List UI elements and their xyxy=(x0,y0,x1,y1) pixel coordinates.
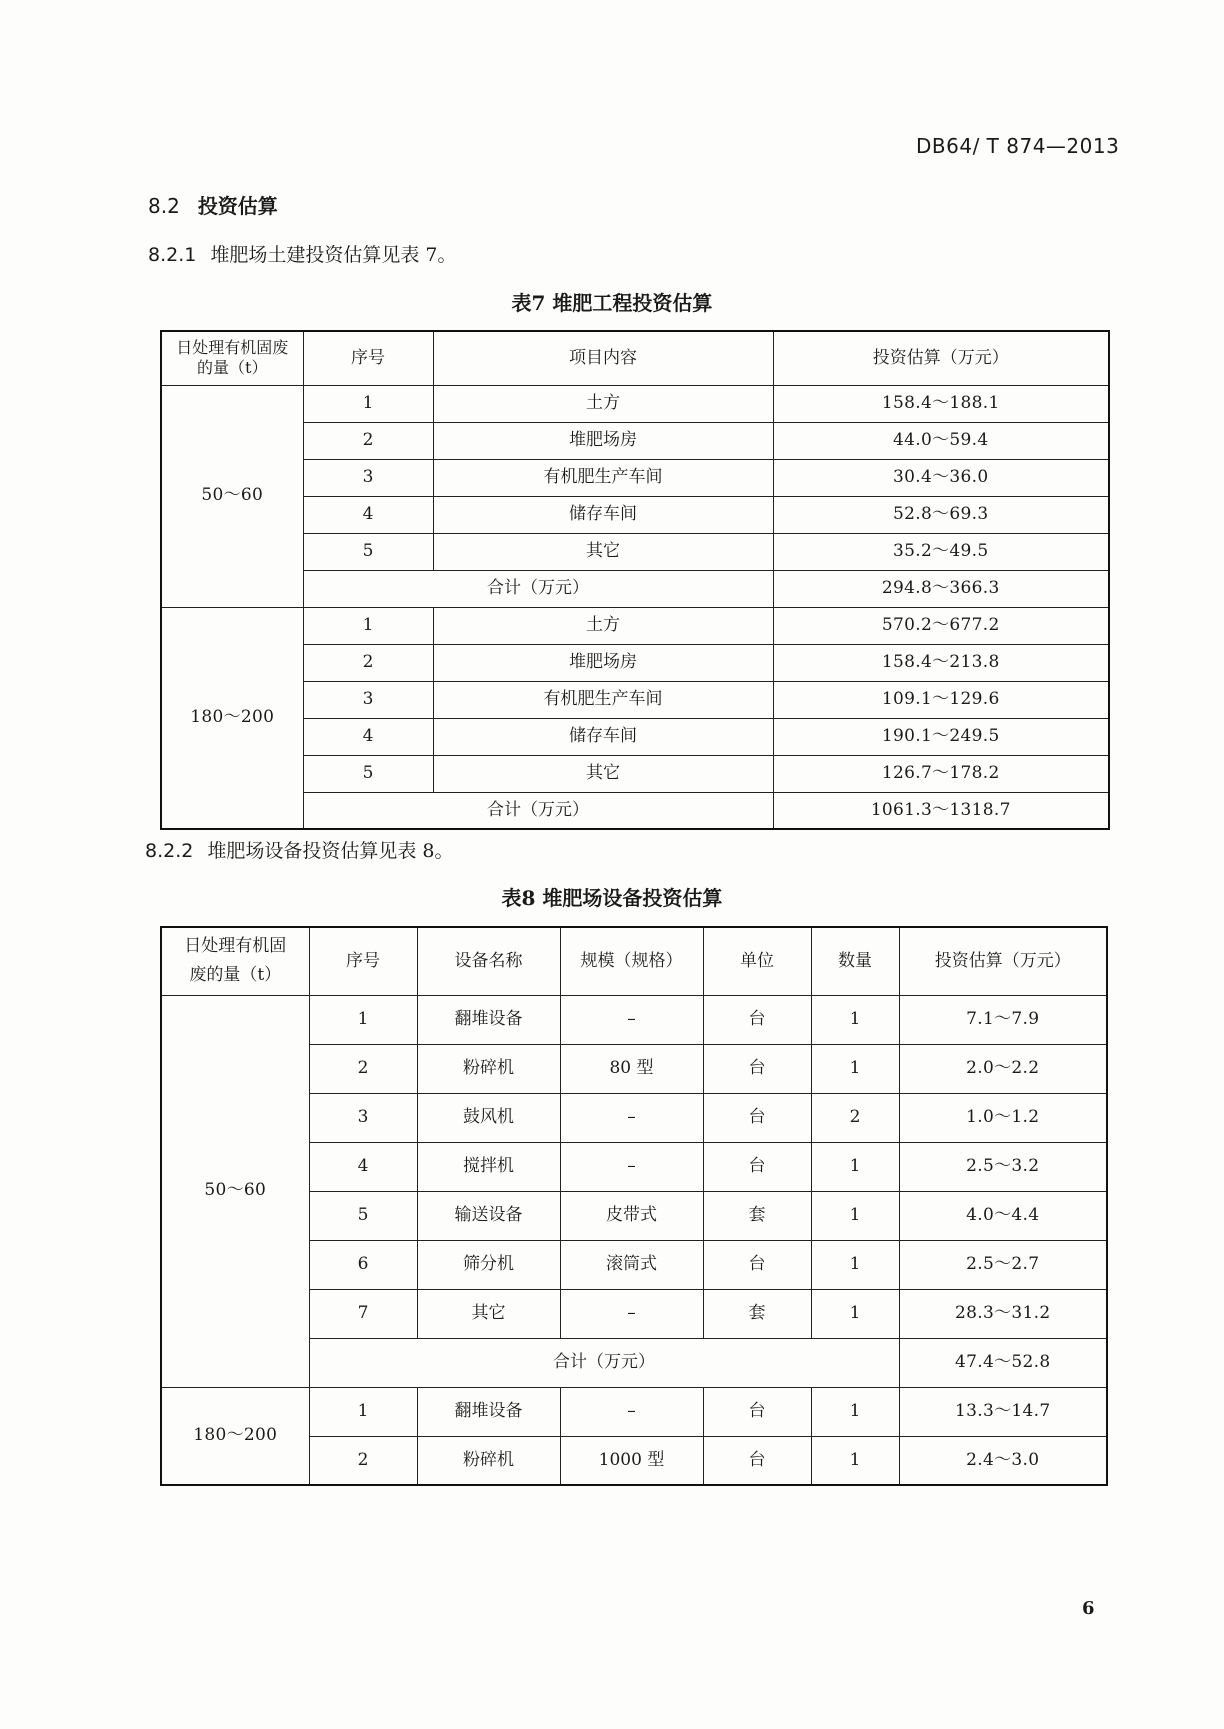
table8-header-spec: 规模（规格） xyxy=(560,927,703,995)
table8-header-qty: 数量 xyxy=(811,927,899,995)
table8-header-quantity: 日处理有机固废的量（t） xyxy=(161,927,309,995)
table7-group-quantity: 50～60 xyxy=(161,385,303,607)
table8-cell-unit: 台 xyxy=(703,1142,811,1191)
table8-cell-spec: – xyxy=(560,995,703,1044)
table8-cell-spec: – xyxy=(560,1289,703,1338)
table7-cell-cost: 30.4～36.0 xyxy=(773,459,1109,496)
table8-cell-name: 翻堆设备 xyxy=(417,1387,560,1436)
table8-cell-spec: – xyxy=(560,1093,703,1142)
table7-cell-cost: 570.2～677.2 xyxy=(773,607,1109,644)
table7-header-quantity: 日处理有机固废的量（t） xyxy=(161,331,303,385)
table7-total-value: 1061.3～1318.7 xyxy=(773,792,1109,829)
table7-cell-no: 5 xyxy=(303,755,433,792)
table8-cell-cost: 2.5～2.7 xyxy=(899,1240,1107,1289)
table8-cell-cost: 2.4～3.0 xyxy=(899,1436,1107,1485)
table8-cell-no: 4 xyxy=(309,1142,417,1191)
table8-cell-cost: 4.0～4.4 xyxy=(899,1191,1107,1240)
table7-cell-no: 3 xyxy=(303,681,433,718)
table8-total-label: 合计（万元） xyxy=(309,1338,899,1387)
page-number: 6 xyxy=(1082,1598,1095,1619)
table7-header-item: 项目内容 xyxy=(433,331,773,385)
document-code: DB64/ T 874—2013 xyxy=(916,134,1120,158)
table7-cell-cost: 158.4～213.8 xyxy=(773,644,1109,681)
table8-cell-unit: 台 xyxy=(703,1436,811,1485)
table7-caption: 表7 堆肥工程投资估算 xyxy=(511,291,713,315)
table8-cell-no: 2 xyxy=(309,1436,417,1485)
table7-cell-cost: 109.1～129.6 xyxy=(773,681,1109,718)
table-row xyxy=(161,496,1109,533)
table-row xyxy=(161,422,1109,459)
table8-total-value: 47.4～52.8 xyxy=(899,1338,1107,1387)
table-row xyxy=(161,385,1109,422)
table8-cell-unit: 台 xyxy=(703,995,811,1044)
table7-header-no: 序号 xyxy=(303,331,433,385)
table-row xyxy=(161,607,1109,644)
table8-cell-qty: 1 xyxy=(811,1044,899,1093)
table8-cell-spec: 滚筒式 xyxy=(560,1240,703,1289)
table8-cell-cost: 2.0～2.2 xyxy=(899,1044,1107,1093)
table8-header-name: 设备名称 xyxy=(417,927,560,995)
table8-cell-name: 粉碎机 xyxy=(417,1436,560,1485)
table7-cell-cost: 126.7～178.2 xyxy=(773,755,1109,792)
table8-cell-name: 鼓风机 xyxy=(417,1093,560,1142)
table7-cell-no: 4 xyxy=(303,496,433,533)
table7-total-value: 294.8～366.3 xyxy=(773,570,1109,607)
table-row xyxy=(161,718,1109,755)
table8-group-quantity: 50～60 xyxy=(161,995,309,1387)
table8-cell-spec: 1000 型 xyxy=(560,1436,703,1485)
table7-total-row xyxy=(161,792,1109,829)
section-heading xyxy=(148,190,278,219)
table7-header-row xyxy=(161,331,1109,385)
paragraph-text: 堆肥场土建投资估算见表 7。 xyxy=(210,244,457,266)
table-row xyxy=(161,681,1109,718)
table8-cell-name: 输送设备 xyxy=(417,1191,560,1240)
paragraph-number: 8.2.1 xyxy=(148,244,197,266)
table8-cell-qty: 1 xyxy=(811,1191,899,1240)
table8-cell-name: 翻堆设备 xyxy=(417,995,560,1044)
table8-cell-spec: 皮带式 xyxy=(560,1191,703,1240)
table8 xyxy=(160,926,1108,1486)
paragraph-8-2-1 xyxy=(148,240,457,267)
table-row xyxy=(161,1387,1107,1436)
table8-cell-no: 3 xyxy=(309,1093,417,1142)
table7-cell-item: 堆肥场房 xyxy=(433,422,773,459)
table8-cell-cost: 13.3～14.7 xyxy=(899,1387,1107,1436)
table8-cell-no: 2 xyxy=(309,1044,417,1093)
table8-cell-cost: 2.5～3.2 xyxy=(899,1142,1107,1191)
paragraph-text: 堆肥场设备投资估算见表 8。 xyxy=(207,840,454,862)
table8-cell-name: 其它 xyxy=(417,1289,560,1338)
table7-cell-item: 土方 xyxy=(433,385,773,422)
table8-cell-cost: 7.1～7.9 xyxy=(899,995,1107,1044)
table8-caption: 表8 堆肥场设备投资估算 xyxy=(501,886,723,910)
table8-cell-qty: 1 xyxy=(811,1142,899,1191)
table8-cell-no: 6 xyxy=(309,1240,417,1289)
table7-cell-no: 4 xyxy=(303,718,433,755)
table7-cell-no: 1 xyxy=(303,385,433,422)
table7-cell-item: 储存车间 xyxy=(433,496,773,533)
table8-cell-unit: 套 xyxy=(703,1289,811,1338)
table8-cell-qty: 1 xyxy=(811,1436,899,1485)
table7-cell-item: 土方 xyxy=(433,607,773,644)
table7-cell-cost: 158.4～188.1 xyxy=(773,385,1109,422)
table8-cell-no: 1 xyxy=(309,1387,417,1436)
table7-cell-cost: 52.8～69.3 xyxy=(773,496,1109,533)
table8-cell-cost: 28.3～31.2 xyxy=(899,1289,1107,1338)
table7-cell-cost: 35.2～49.5 xyxy=(773,533,1109,570)
table7-total-label: 合计（万元） xyxy=(303,570,773,607)
table8-cell-name: 搅拌机 xyxy=(417,1142,560,1191)
table-row xyxy=(161,755,1109,792)
table7-header-cost: 投资估算（万元） xyxy=(773,331,1109,385)
table8-cell-qty: 1 xyxy=(811,1387,899,1436)
table7-cell-item: 有机肥生产车间 xyxy=(433,459,773,496)
table8-cell-no: 1 xyxy=(309,995,417,1044)
section-title: 投资估算 xyxy=(197,194,278,218)
table7-cell-no: 2 xyxy=(303,422,433,459)
table8-group-quantity: 180～200 xyxy=(161,1387,309,1485)
table8-header-cost: 投资估算（万元） xyxy=(899,927,1107,995)
table8-cell-spec: – xyxy=(560,1142,703,1191)
table8-cell-unit: 台 xyxy=(703,1387,811,1436)
table7-cell-cost: 190.1～249.5 xyxy=(773,718,1109,755)
table8-cell-spec: – xyxy=(560,1387,703,1436)
table8-header-no: 序号 xyxy=(309,927,417,995)
section-number: 8.2 xyxy=(148,194,180,218)
table8-cell-cost: 1.0～1.2 xyxy=(899,1093,1107,1142)
table7-cell-no: 3 xyxy=(303,459,433,496)
table-row xyxy=(161,459,1109,496)
table8-cell-qty: 1 xyxy=(811,1289,899,1338)
table7-cell-item: 其它 xyxy=(433,755,773,792)
table7-cell-no: 2 xyxy=(303,644,433,681)
table8-header-unit: 单位 xyxy=(703,927,811,995)
table7-cell-item: 堆肥场房 xyxy=(433,644,773,681)
table8-cell-qty: 1 xyxy=(811,1240,899,1289)
table8-cell-unit: 套 xyxy=(703,1191,811,1240)
table7-cell-cost: 44.0～59.4 xyxy=(773,422,1109,459)
paragraph-8-2-2 xyxy=(145,836,454,863)
table8-cell-unit: 台 xyxy=(703,1093,811,1142)
table7-group-quantity: 180～200 xyxy=(161,607,303,829)
table7-total-label: 合计（万元） xyxy=(303,792,773,829)
table8-cell-qty: 1 xyxy=(811,995,899,1044)
table-row xyxy=(161,995,1107,1044)
table8-cell-name: 筛分机 xyxy=(417,1240,560,1289)
table8-cell-qty: 2 xyxy=(811,1093,899,1142)
table-row xyxy=(161,644,1109,681)
table7-cell-no: 1 xyxy=(303,607,433,644)
table8-cell-no: 5 xyxy=(309,1191,417,1240)
table8-cell-unit: 台 xyxy=(703,1044,811,1093)
table7-cell-item: 储存车间 xyxy=(433,718,773,755)
table8-cell-unit: 台 xyxy=(703,1240,811,1289)
table7-cell-item: 有机肥生产车间 xyxy=(433,681,773,718)
table7-cell-no: 5 xyxy=(303,533,433,570)
table8-cell-spec: 80 型 xyxy=(560,1044,703,1093)
table8-cell-name: 粉碎机 xyxy=(417,1044,560,1093)
paragraph-number: 8.2.2 xyxy=(145,840,194,862)
table7-total-row xyxy=(161,570,1109,607)
table7 xyxy=(160,330,1110,830)
table8-cell-no: 7 xyxy=(309,1289,417,1338)
table-row xyxy=(161,533,1109,570)
table8-header-row xyxy=(161,927,1107,995)
table7-cell-item: 其它 xyxy=(433,533,773,570)
